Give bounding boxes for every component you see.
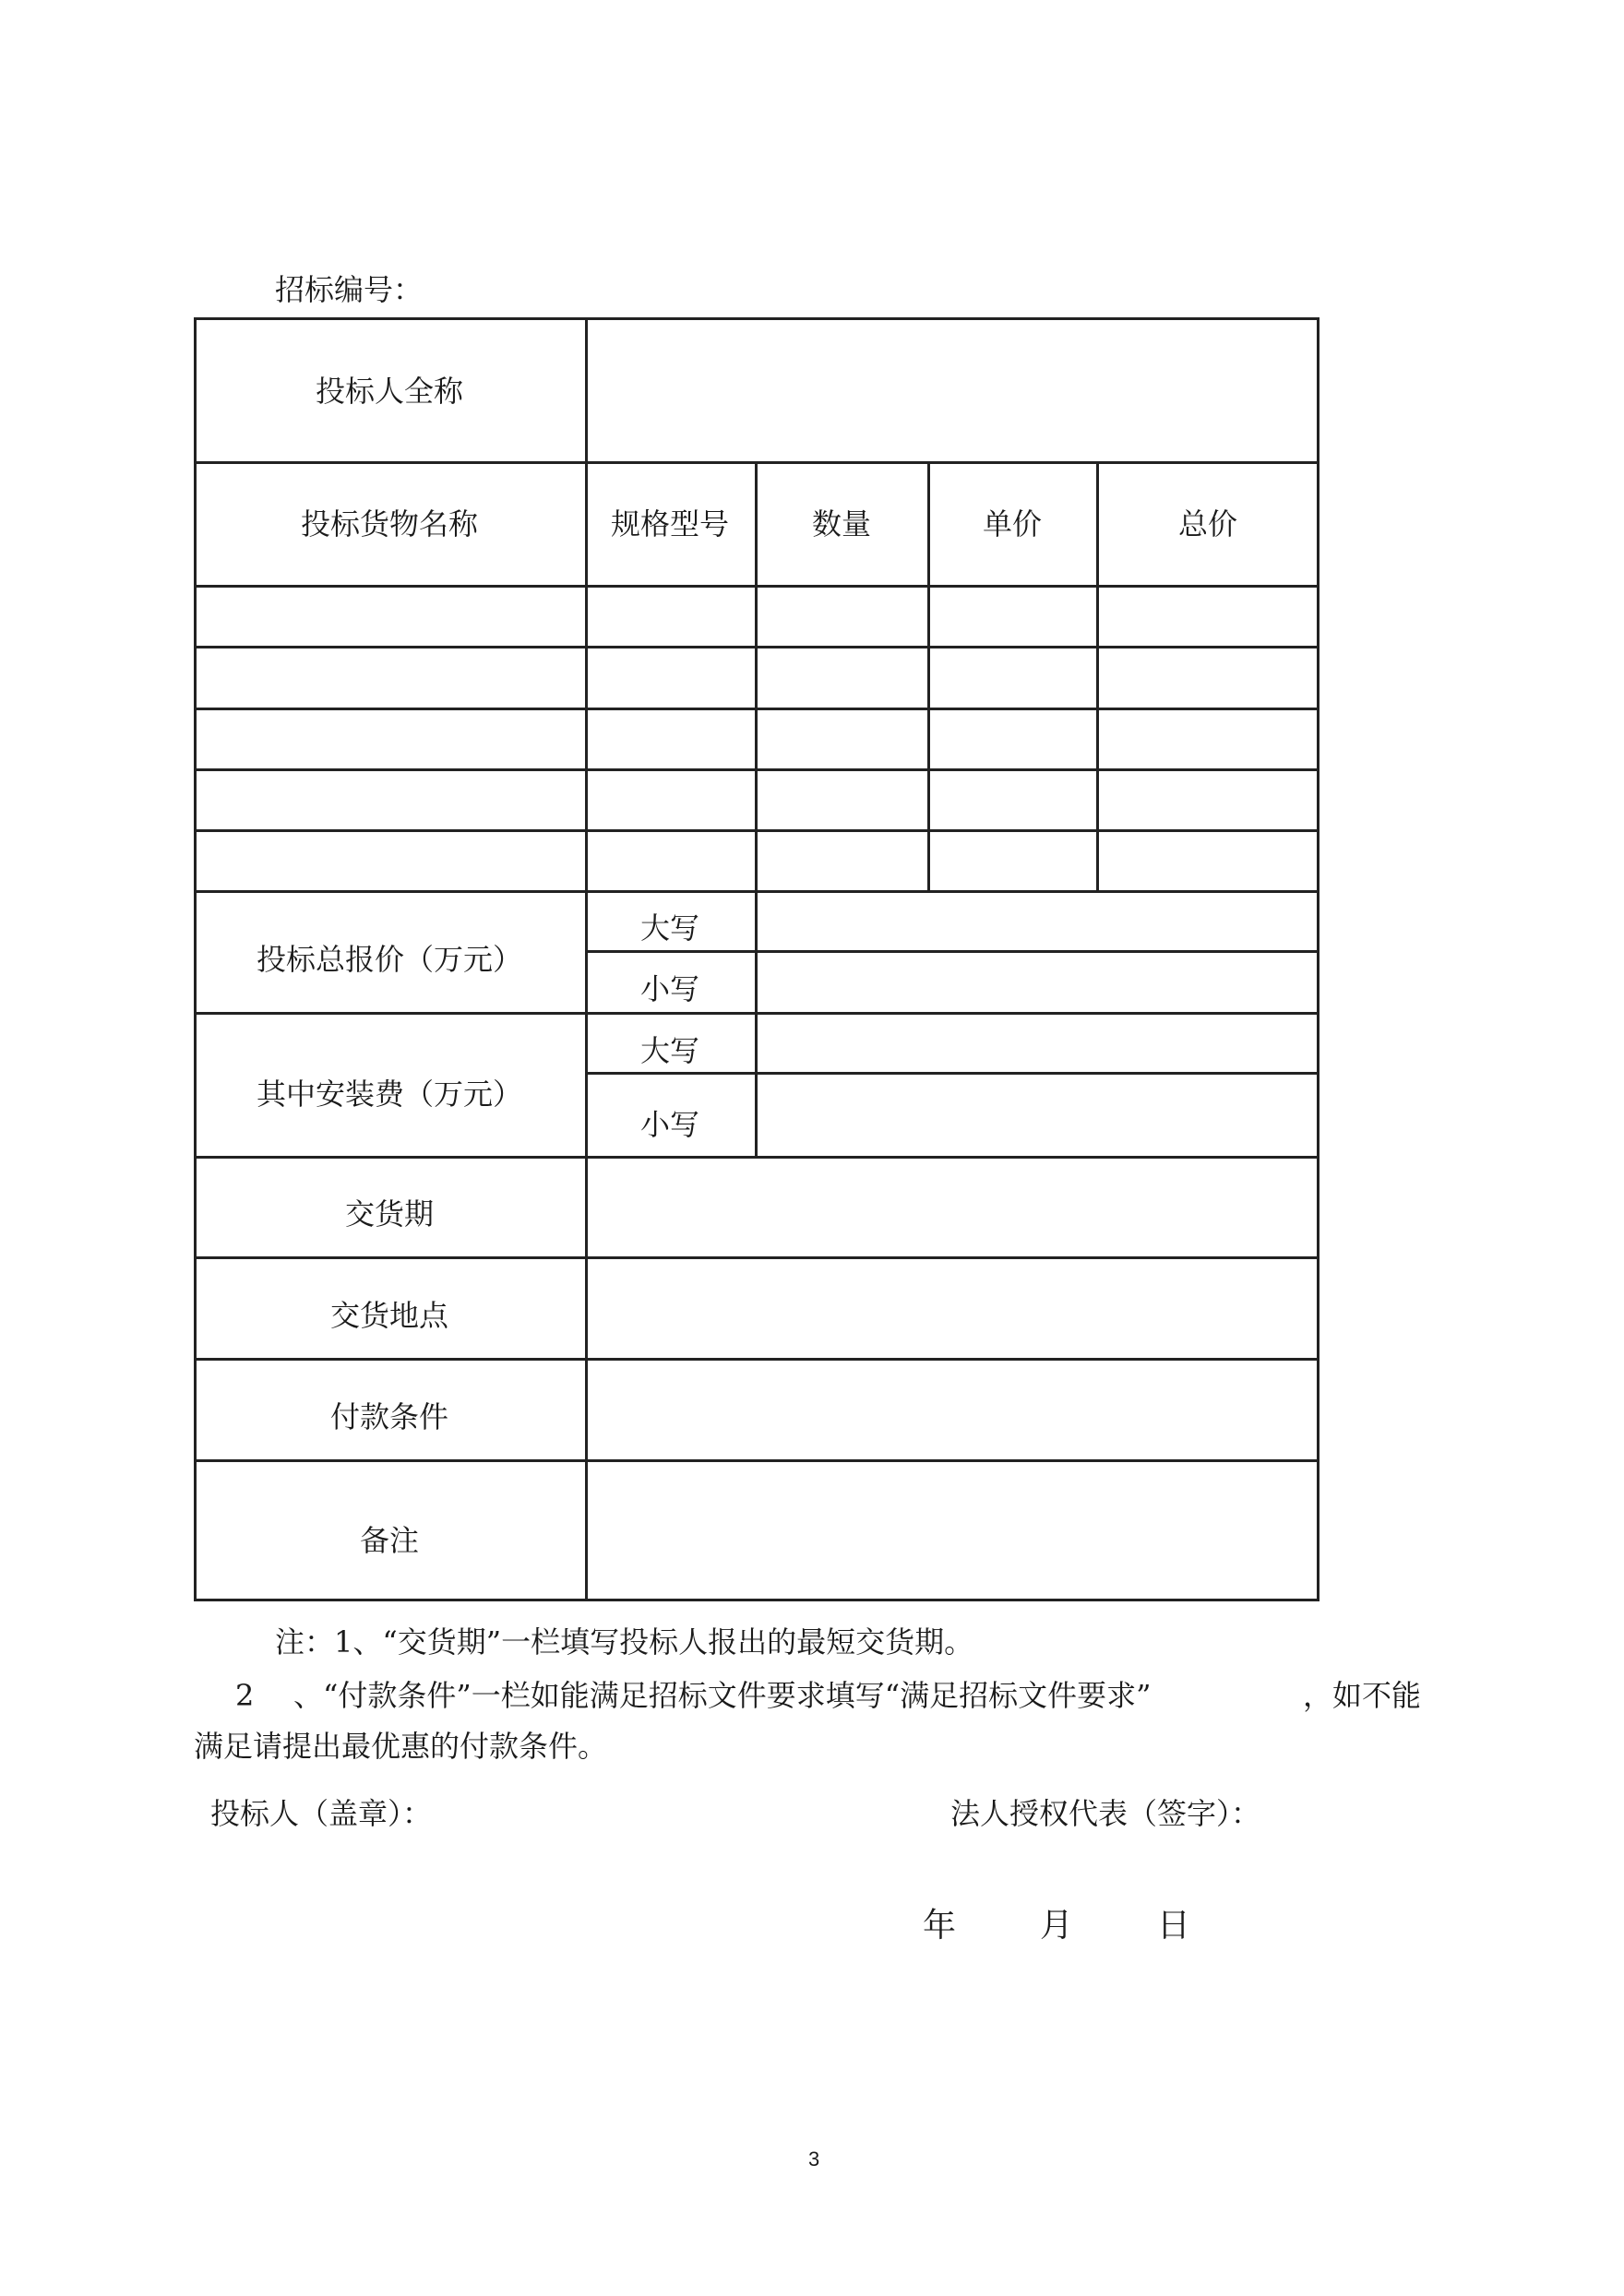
install-fee-lowercase-label: 小写 <box>639 1107 700 1142</box>
table-row[interactable] <box>197 832 1317 890</box>
column-header-unit-price: 单价 <box>982 506 1043 541</box>
install-fee-lowercase-field[interactable] <box>758 1075 1317 1156</box>
table-row[interactable] <box>197 648 1317 708</box>
install-fee-uppercase-field[interactable] <box>758 1015 1317 1072</box>
bidder-name-label: 投标人全称 <box>315 374 464 409</box>
date-month-label: 月 <box>1039 1907 1073 1945</box>
bidder-seal-label: 投标人（盖章）： <box>210 1796 433 1831</box>
signature-date <box>923 1909 1190 1943</box>
date-year-label: 年 <box>923 1907 957 1945</box>
note-2-line-2: 满足请提出最优惠的付款条件。 <box>194 1729 608 1764</box>
table-row[interactable] <box>197 588 1317 646</box>
note-1: 注：1、“交货期”一栏填写投标人报出的最短交货期。 <box>275 1624 974 1660</box>
table-row[interactable] <box>197 771 1317 829</box>
delivery-period-field[interactable] <box>588 1159 1317 1256</box>
column-header-spec-model: 规格型号 <box>610 506 730 541</box>
total-price-uppercase-label: 大写 <box>639 910 700 946</box>
install-fee-uppercase-label: 大写 <box>639 1033 700 1068</box>
bid-number-label: 招标编号： <box>275 272 424 307</box>
legal-rep-signature-label: 法人授权代表（签字）： <box>950 1796 1261 1831</box>
payment-terms-label: 付款条件 <box>329 1399 449 1434</box>
total-price-uppercase-field[interactable] <box>758 893 1317 950</box>
delivery-place-field[interactable] <box>588 1259 1317 1358</box>
note-2-text-end: ，如不能 <box>1303 1678 1422 1713</box>
page-number: 3 <box>808 2147 820 2171</box>
delivery-period-label: 交货期 <box>344 1196 435 1231</box>
remarks-field[interactable] <box>588 1462 1317 1599</box>
note-2-number: 2 <box>235 1678 255 1713</box>
column-header-goods-name: 投标货物名称 <box>300 506 479 541</box>
note-2-text: 、“付款条件”一栏如能满足招标文件要求填写“满足招标文件要求” <box>293 1678 1152 1713</box>
column-header-total-price: 总价 <box>1177 506 1238 541</box>
total-price-lowercase-field[interactable] <box>758 953 1317 1012</box>
table-row[interactable] <box>197 710 1317 768</box>
install-fee-label: 其中安装费（万元） <box>256 1077 523 1112</box>
date-day-label: 日 <box>1156 1907 1190 1945</box>
payment-terms-field[interactable] <box>588 1361 1317 1459</box>
bidder-name-field[interactable] <box>588 320 1317 461</box>
total-price-label: 投标总报价（万元） <box>256 942 523 977</box>
remarks-label: 备注 <box>359 1523 420 1558</box>
total-price-lowercase-label: 小写 <box>639 971 700 1006</box>
delivery-place-label: 交货地点 <box>329 1298 449 1333</box>
column-header-quantity: 数量 <box>811 506 872 541</box>
